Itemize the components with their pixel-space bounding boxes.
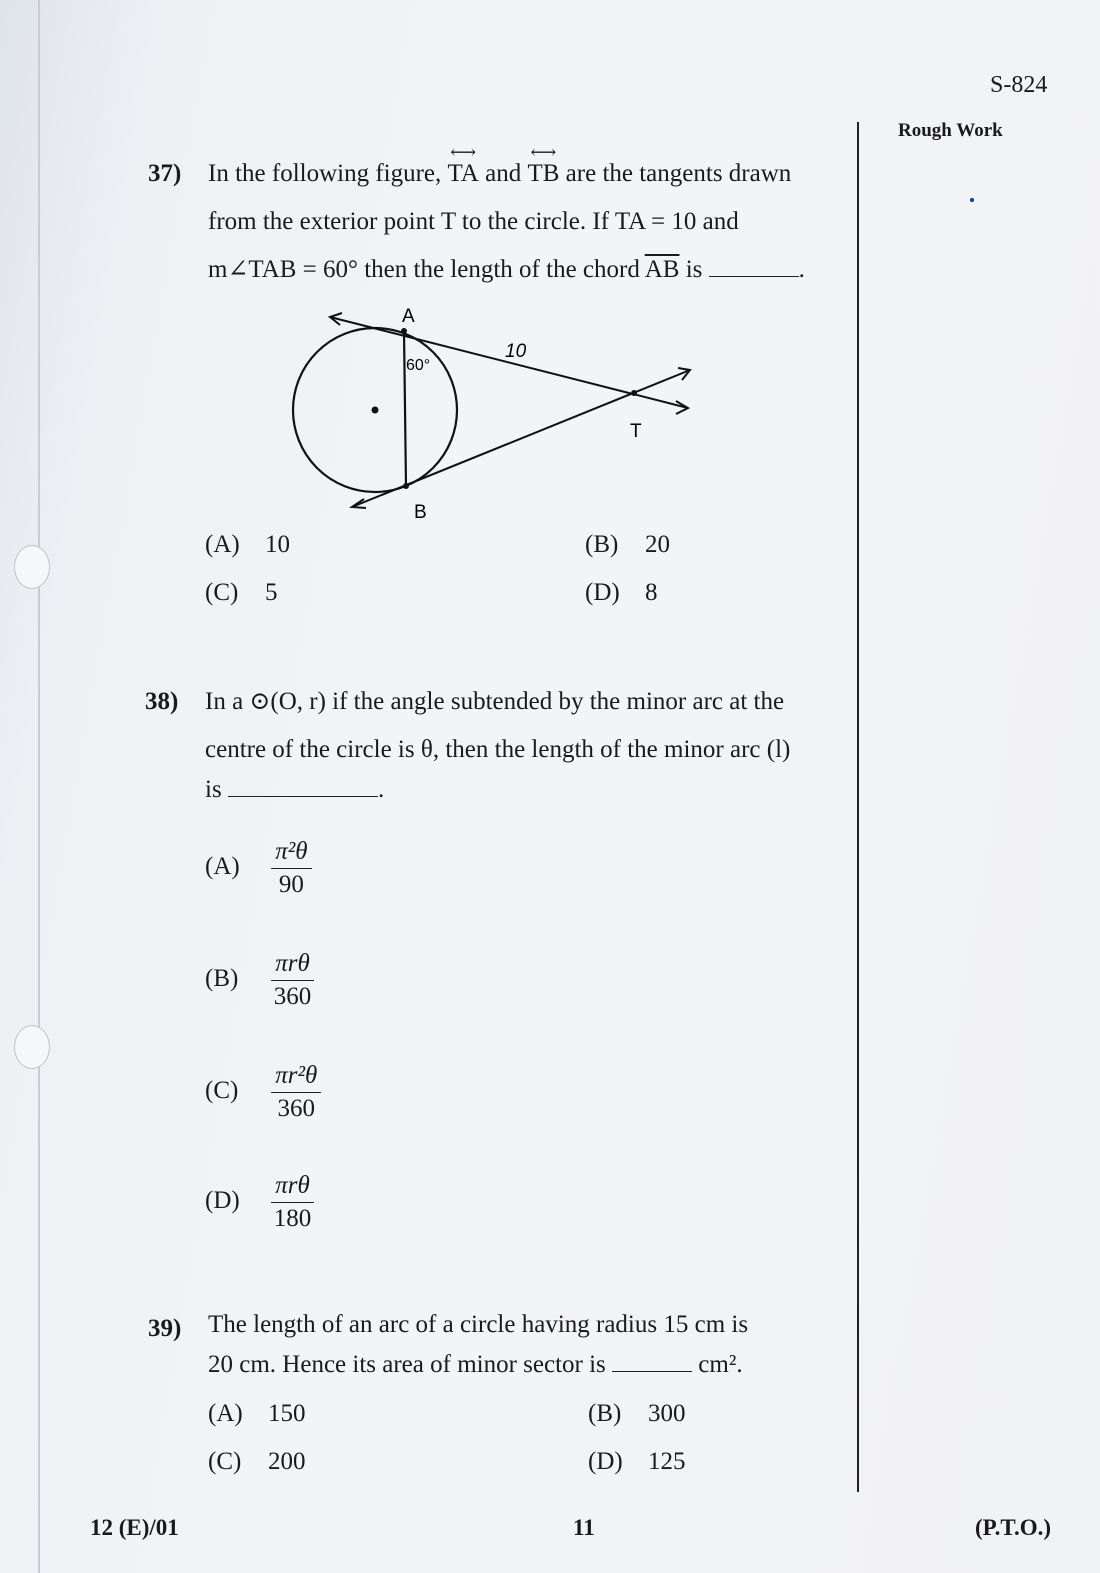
page-edge bbox=[38, 0, 40, 1573]
point-a bbox=[401, 328, 407, 334]
margin-divider bbox=[857, 122, 859, 1492]
q37-number: 37) bbox=[148, 160, 182, 187]
fraction-numerator: πr²θ bbox=[271, 1062, 321, 1093]
option-label: (C) bbox=[205, 579, 239, 606]
answer-blank bbox=[709, 276, 799, 277]
chord-ab: $\overline{AB}$ bbox=[644, 256, 680, 283]
option-label: (B) bbox=[588, 1400, 622, 1427]
q37-line1-pre: In the following figure, bbox=[208, 160, 442, 187]
pto-label: (P.T.O.) bbox=[975, 1515, 1052, 1540]
q39-text bbox=[208, 1305, 856, 1385]
option-label: (C) bbox=[205, 1077, 239, 1105]
q38-line3: is . bbox=[205, 776, 385, 803]
angle-label: 60° bbox=[406, 357, 431, 374]
label-t: T bbox=[630, 421, 642, 442]
footer-code: 12 (E)/01 bbox=[90, 1515, 179, 1540]
fraction-numerator: πrθ bbox=[271, 950, 314, 981]
q37-line3: m∠TAB = 60° then the length of the chord $\overline{AB}$ is . bbox=[208, 256, 805, 283]
line-tb: ⟷ TB bbox=[527, 150, 559, 198]
q39-line2-pre: 20 cm. Hence its area of minor sector is bbox=[208, 1351, 606, 1378]
label-b: B bbox=[414, 502, 427, 523]
option-value: 20 bbox=[645, 531, 670, 558]
option-label: (C) bbox=[208, 1448, 242, 1475]
option-label: (A) bbox=[205, 531, 240, 558]
circle-centre bbox=[372, 407, 379, 414]
q39-option-d bbox=[588, 1448, 686, 1476]
chord-ab-line bbox=[404, 331, 406, 486]
q37-line3-post: is bbox=[685, 256, 703, 283]
option-label: (D) bbox=[585, 579, 620, 606]
q37-line1-post: are the tangents drawn bbox=[565, 160, 792, 187]
option-label: (A) bbox=[205, 853, 240, 881]
q39-option-b bbox=[588, 1400, 686, 1428]
option-label: (D) bbox=[588, 1448, 623, 1475]
option-fraction bbox=[271, 838, 311, 899]
point-b bbox=[403, 483, 409, 489]
q37-option-a bbox=[205, 531, 290, 559]
option-value: 300 bbox=[648, 1400, 686, 1427]
fraction-numerator: π²θ bbox=[271, 838, 311, 869]
page-number: 11 bbox=[573, 1515, 595, 1540]
fraction-denominator: 90 bbox=[278, 871, 304, 898]
q37-option-b bbox=[585, 531, 670, 559]
q37-text bbox=[208, 150, 853, 294]
arrow-head bbox=[352, 499, 366, 508]
q39-line1: The length of an arc of a circle having radius 15 cm is bbox=[208, 1311, 749, 1338]
fraction-denominator: 360 bbox=[277, 1095, 316, 1122]
length-label: 10 bbox=[505, 341, 527, 362]
q37-and: and bbox=[485, 160, 522, 187]
tangent-figure bbox=[280, 300, 710, 525]
q38-text bbox=[205, 678, 855, 806]
q37-line1 bbox=[208, 150, 853, 198]
q39-option-c bbox=[208, 1448, 306, 1476]
q39-unit: cm². bbox=[698, 1351, 743, 1378]
q38-line2: centre of the circle is θ, then the length of the minor arc (l) bbox=[205, 736, 791, 763]
label-a: A bbox=[402, 306, 415, 327]
fraction-denominator: 180 bbox=[273, 1205, 312, 1232]
option-value: 150 bbox=[268, 1400, 306, 1427]
rough-work-label: Rough Work bbox=[898, 120, 1003, 141]
option-label: (A) bbox=[208, 1400, 243, 1427]
option-value: 10 bbox=[265, 531, 290, 558]
q38-number: 38) bbox=[145, 688, 179, 715]
option-label: (D) bbox=[205, 1187, 240, 1215]
binder-hole bbox=[14, 545, 50, 589]
q38-is: is bbox=[205, 776, 222, 803]
answer-blank bbox=[612, 1371, 692, 1372]
option-label: (B) bbox=[585, 531, 619, 558]
q37-line2: from the exterior point T to the circle. If TA = 10 and bbox=[208, 208, 739, 235]
q38-option-c bbox=[205, 1062, 321, 1123]
q38-option-a bbox=[205, 838, 312, 899]
q37-option-d bbox=[585, 579, 658, 607]
fraction-numerator: πrθ bbox=[271, 1172, 314, 1203]
answer-blank bbox=[228, 796, 378, 797]
q38-option-d bbox=[205, 1172, 314, 1233]
q39-number: 39) bbox=[148, 1315, 182, 1342]
option-value: 8 bbox=[645, 579, 658, 606]
point-t bbox=[631, 390, 637, 396]
option-value: 125 bbox=[648, 1448, 686, 1475]
option-value: 5 bbox=[265, 579, 278, 606]
option-fraction bbox=[271, 1062, 321, 1123]
q39-line2 bbox=[208, 1345, 856, 1385]
q37-option-c bbox=[205, 579, 278, 607]
q38-line1: In a ⊙(O, r) if the angle subtended by the minor arc at the bbox=[205, 688, 785, 715]
fraction-denominator: 360 bbox=[273, 983, 312, 1010]
q39-option-a bbox=[208, 1400, 306, 1428]
paper-code: S-824 bbox=[990, 72, 1048, 98]
line-ta: ⟷ TA bbox=[448, 150, 479, 198]
option-value: 200 bbox=[268, 1448, 306, 1475]
option-fraction bbox=[271, 1172, 314, 1233]
option-label: (B) bbox=[205, 965, 239, 993]
option-fraction bbox=[271, 950, 314, 1011]
ink-dot bbox=[970, 198, 974, 202]
q37-line3-pre: m∠TAB = 60° then the length of the chord bbox=[208, 256, 640, 283]
binder-hole bbox=[14, 1025, 50, 1069]
q38-option-b bbox=[205, 950, 314, 1011]
